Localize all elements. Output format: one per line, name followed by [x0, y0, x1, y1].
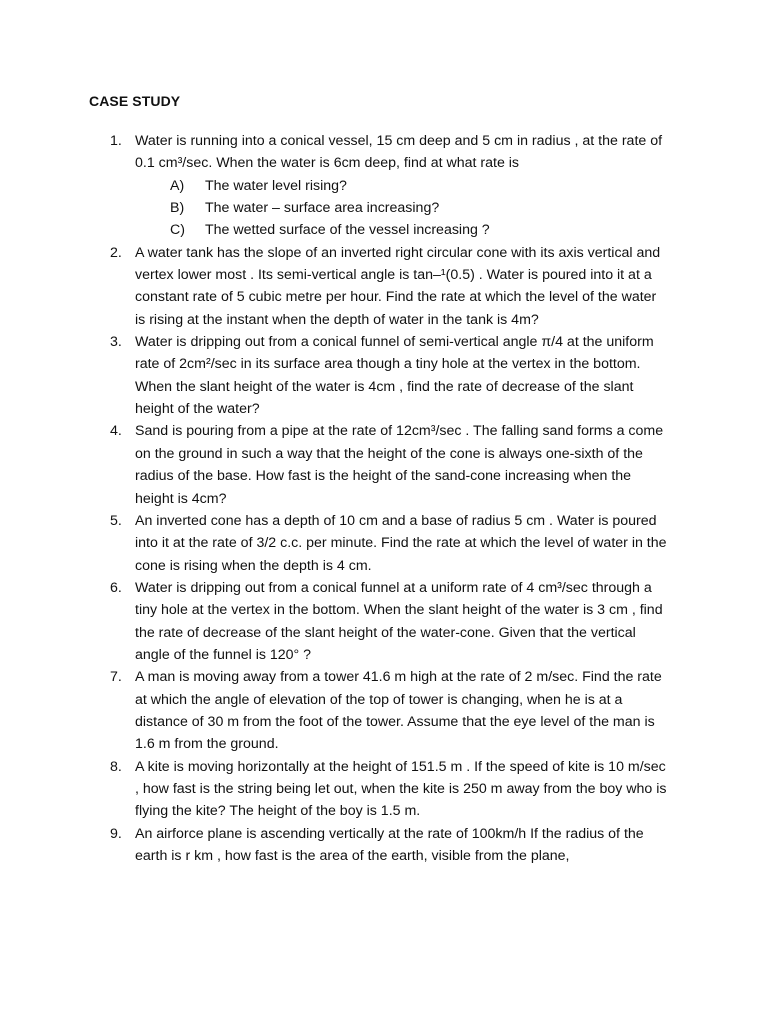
question-item	[110, 666, 670, 755]
sub-question-item	[135, 197, 670, 219]
sub-question-item	[135, 175, 670, 197]
page-title: CASE STUDY	[89, 93, 181, 109]
question-item	[110, 130, 670, 242]
question-text: Water is running into a conical vessel, 15 cm deep and 5 cm in radius , at the rate of 0.1 cm³/sec. When the water is 6cm deep, find at what rate is	[135, 133, 663, 172]
sub-question-text: The water level rising?	[205, 177, 347, 194]
sub-question-list	[135, 175, 670, 242]
question-number: 2.	[110, 244, 122, 261]
sub-question-letter: A)	[170, 177, 185, 194]
question-item	[110, 242, 670, 331]
question-text: Water is dripping out from a conical funnel of semi-vertical angle π/4 at the uniform rate of 2cm²/sec in its surface area though a tiny hole at the vertex in the bottom. When the slant height of the water is 4cm , find the rate of decrease of the slant height of the water?	[135, 334, 654, 418]
question-item	[110, 331, 670, 420]
question-number: 1.	[110, 133, 122, 149]
question-list	[110, 130, 670, 867]
question-text: An inverted cone has a depth of 10 cm and a base of radius 5 cm . Water is poured into it at the rate of 3/2 c.c. per minute. Find the rate at which the level of water in the cone is rising when the depth is 4 cm.	[135, 512, 667, 574]
sub-question-text: The water – surface area increasing?	[205, 200, 440, 217]
question-item	[110, 577, 670, 666]
sub-question-item	[135, 219, 670, 241]
question-text: An airforce plane is ascending vertically at the rate of 100km/h If the radius of the earth is r km , how fast is the area of the earth, visible from the plane,	[135, 825, 644, 864]
question-text: Water is dripping out from a conical funnel at a uniform rate of 4 cm³/sec through a tiny hole at the vertex in the bottom. When the slant height of the water is 3 cm , find the rate of decrease of the slant height of the water-cone. Given that the vertical angle of the funnel is 120° ?	[135, 579, 663, 663]
question-text: A water tank has the slope of an inverted right circular cone with its axis vertical and vertex lower most . Its semi-vertical angle is tan–¹(0.5) . Water is poured into it at a constant rate of 5 cubic metre per hour. Find the rate at which the level of the water is rising at the instant when the depth of water in the tank is 4m?	[135, 244, 661, 328]
question-number: 7.	[110, 669, 122, 686]
question-number: 9.	[110, 825, 122, 842]
question-item	[110, 510, 670, 577]
sub-question-text: The wetted surface of the vessel increasing ?	[205, 222, 490, 239]
question-text: A man is moving away from a tower 41.6 m high at the rate of 2 m/sec. Find the rate at which the angle of elevation of the top of tower is changing, when he is at a distance of 30 m from the foot of the tower. Assume that the eye level of the man is 1.6 m from the ground.	[135, 669, 662, 753]
question-item	[110, 420, 670, 509]
sub-question-letter: B)	[170, 200, 185, 217]
question-text: A kite is moving horizontally at the height of 151.5 m . If the speed of kite is 10 m/sec , how fast is the string being let out, when the kite is 250 m away from the boy who is flying the kite? The height of the boy is 1.5 m.	[135, 758, 667, 820]
question-number: 6.	[110, 579, 122, 596]
question-text: Sand is pouring from a pipe at the rate of 12cm³/sec . The falling sand forms a come on the ground in such a way that the height of the cone is always one-sixth of the radius of the base. How fast is the height of the sand-cone increasing when the height is 4cm?	[135, 423, 664, 507]
question-item	[110, 756, 670, 823]
question-number: 4.	[110, 423, 122, 440]
question-item	[110, 823, 670, 868]
question-number: 8.	[110, 758, 122, 775]
question-number: 5.	[110, 512, 122, 529]
question-number: 3.	[110, 334, 122, 351]
sub-question-letter: C)	[170, 222, 185, 239]
